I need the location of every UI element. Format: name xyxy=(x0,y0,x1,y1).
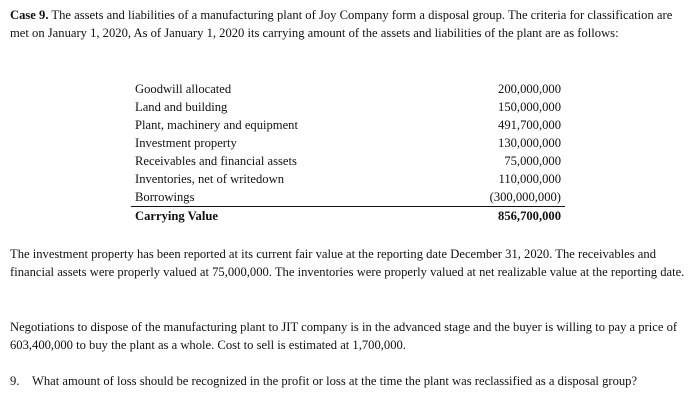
case-label: Case 9. xyxy=(10,8,49,22)
question-9 xyxy=(10,372,692,390)
case-intro xyxy=(10,6,692,42)
row-label: Borrowings xyxy=(135,190,195,204)
row-value: (300,000,000) xyxy=(489,190,561,204)
total-label: Carrying Value xyxy=(135,209,218,223)
table-row xyxy=(131,170,565,188)
row-label: Land and building xyxy=(135,100,228,114)
row-value: 75,000,000 xyxy=(504,154,561,168)
table-row xyxy=(131,80,565,98)
table-row xyxy=(131,152,565,170)
table-row xyxy=(131,134,565,152)
row-label: Receivables and financial assets xyxy=(135,154,297,168)
paragraph-valuation: The investment property has been reported at its current fair value at the reporting date December 31, 2020. The receivables and financial assets were properly valued at 75,000,000. The inventories were properly valued at net realizable value at the reporting date. xyxy=(10,247,685,279)
row-label: Goodwill allocated xyxy=(135,82,232,96)
row-value: 130,000,000 xyxy=(498,136,561,150)
paragraph-negotiation: Negotiations to dispose of the manufacturing plant to JIT company is in the advanced stage and the buyer is willing to pay a price of 603,400,000 to buy the plant as a whole. Cost to sell is estimated at 1,700,000. xyxy=(10,320,678,352)
row-label: Investment property xyxy=(135,136,237,150)
row-label: Plant, machinery and equipment xyxy=(135,118,298,132)
row-value: 200,000,000 xyxy=(498,82,561,96)
case-intro-text: The assets and liabilities of a manufacturing plant of Joy Company form a disposal group. The criteria for classification are met on January 1, 2020, As of January 1, 2020 its carrying amount of the assets and liabilities of the plant are as follows: xyxy=(10,8,673,40)
row-label: Inventories, net of writedown xyxy=(135,172,284,186)
question-text: What amount of loss should be recognized in the profit or loss at the time the plant was reclassified as a disposal group? xyxy=(32,374,638,388)
carrying-amount-table xyxy=(131,80,565,225)
table-row xyxy=(131,188,565,206)
row-value: 491,700,000 xyxy=(498,118,561,132)
total-row xyxy=(131,206,565,225)
table-row xyxy=(131,98,565,116)
question-number: 9. xyxy=(10,374,20,388)
row-value: 150,000,000 xyxy=(498,100,561,114)
total-value: 856,700,000 xyxy=(498,209,561,223)
row-value: 110,000,000 xyxy=(498,172,561,186)
table-row xyxy=(131,116,565,134)
